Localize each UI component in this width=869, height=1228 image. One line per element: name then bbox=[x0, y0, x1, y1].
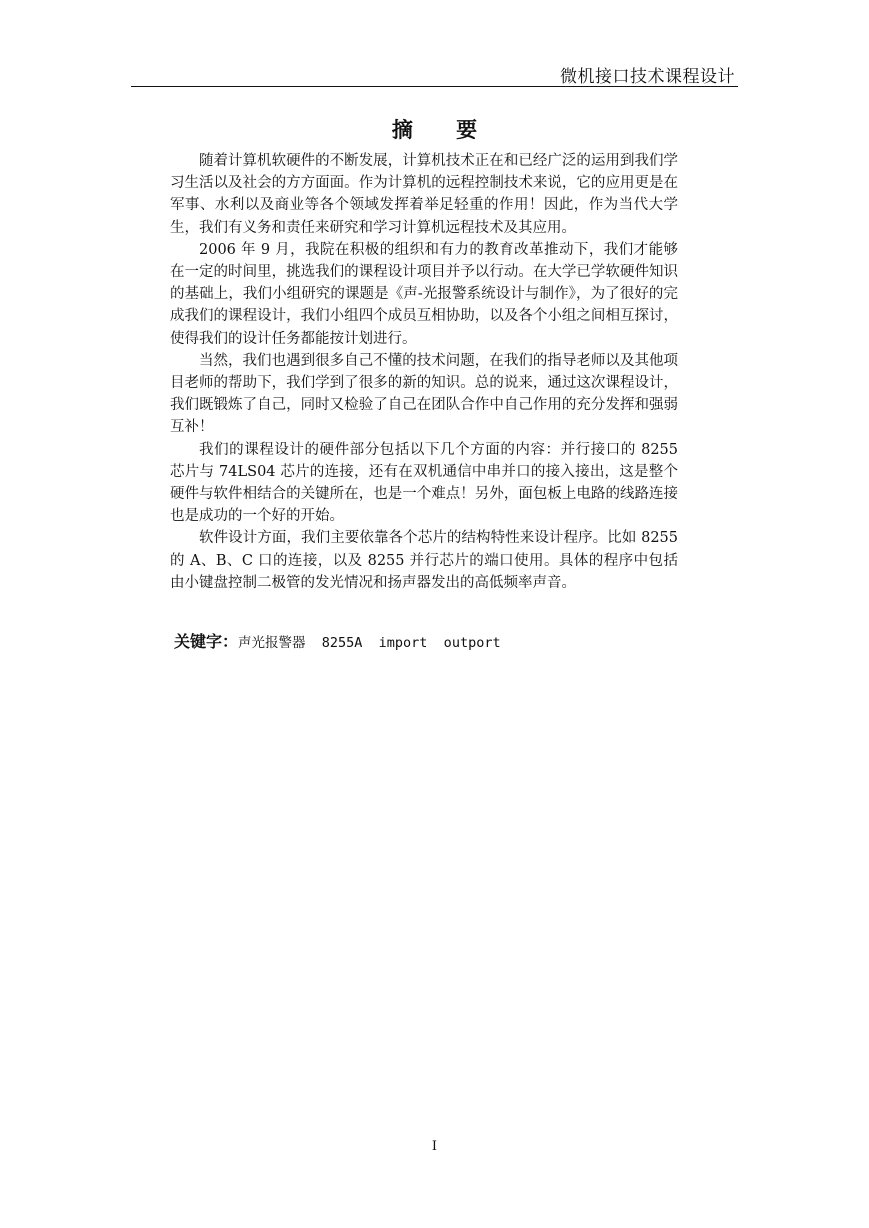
header-divider bbox=[131, 86, 738, 87]
abstract-paragraph-4: 我们的课程设计的硬件部分包括以下几个方面的内容：并行接口的 8255 芯片与 74LS04 芯片的连接，还有在双机通信中串并口的接入接出，这是整个硬件与软件相结合的关键所在，也是一个难点！另外，面包板上电路的线路连接也是成功的一个好的开始。 bbox=[170, 441, 678, 525]
abstract-paragraph-3: 当然，我们也遇到很多自己不懂的技术问题，在我们的指导老师以及其他项目老师的帮助下，我们学到了很多的新的知识。总的说来，通过这次课程设计，我们既锻炼了自己，同时又检验了自己在团队合作中自己作用的充分发挥和强弱互补！ bbox=[170, 352, 678, 436]
abstract-paragraph-2: 2006 年 9 月，我院在积极的组织和有力的教育改革推动下，我们才能够在一定的时间里，挑选我们的课程设计项目并予以行动。在大学已学软硬件知识的基础上，我们小组研究的课题是《声-光报警系统设计与制作》，为了很好的完成我们的课程设计，我们小组四个成员互相协助，以及各个小组之间相互探讨，使得我们的设计任务都能按计划进行。 bbox=[170, 241, 678, 347]
keywords-label: 关键字： bbox=[174, 632, 239, 651]
keywords-value: 声光报警器 8255A import outport bbox=[238, 635, 501, 651]
abstract-heading: 摘 要 bbox=[391, 117, 496, 142]
abstract-paragraph-1: 随着计算机软硬件的不断发展，计算机技术正在和已经广泛的运用到我们学习生活以及社会的方方面面。作为计算机的远程控制技术来说，它的应用更是在军事、水利以及商业等各个领域发挥着举足轻重的作用！因此，作为当代大学生，我们有义务和责任来研究和学习计算机远程技术及其应用。 bbox=[170, 153, 678, 236]
running-header-title: 微机接口技术课程设计 bbox=[560, 67, 735, 87]
keywords-line bbox=[174, 629, 501, 652]
abstract-body bbox=[170, 150, 678, 594]
abstract-paragraph-5: 软件设计方面，我们主要依靠各个芯片的结构特性来设计程序。比如 8255 的 A、B、C 口的连接，以及 8255 并行芯片的端口使用。具体的程序中包括由小键盘控制二极管的发光情况和扬声器发出的高低频率声音。 bbox=[170, 530, 678, 591]
page-number: I bbox=[431, 1139, 438, 1154]
